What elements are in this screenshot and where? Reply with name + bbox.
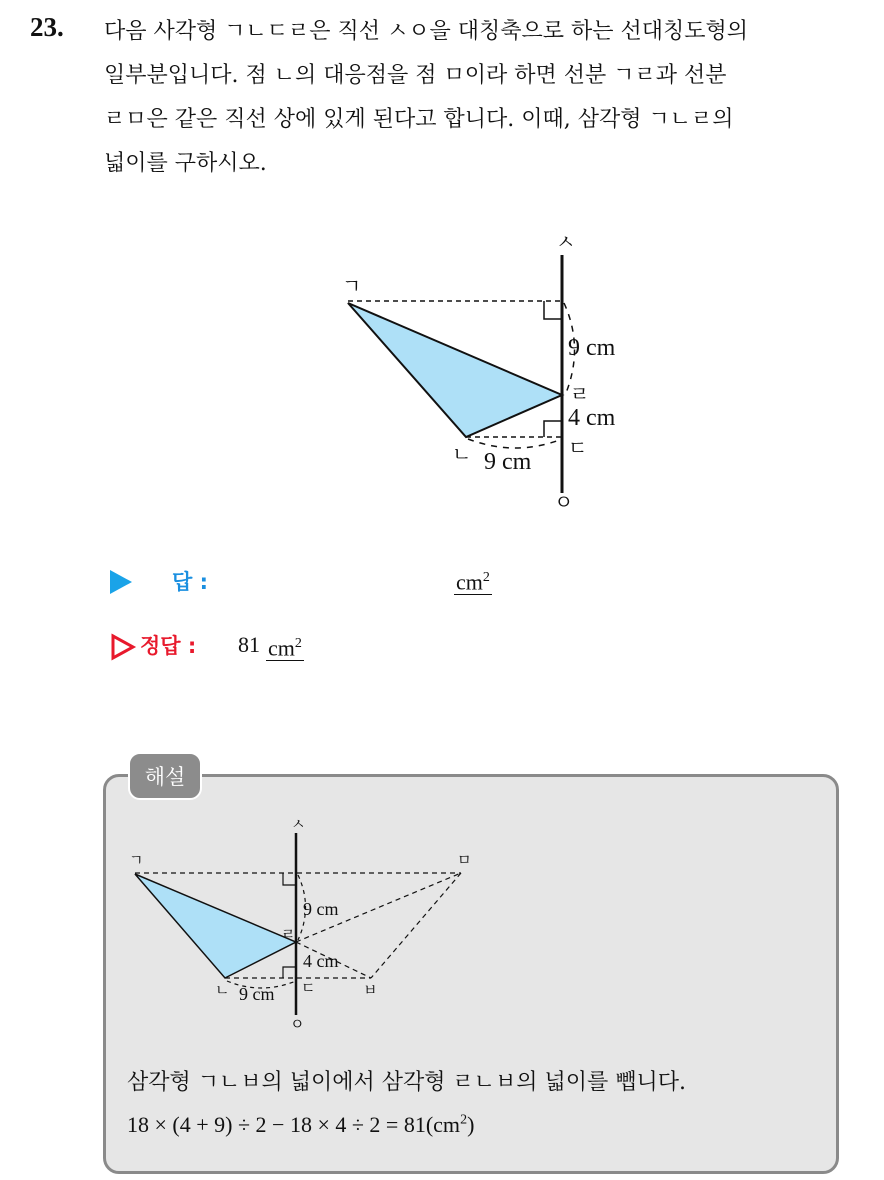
answer-unit[interactable]: $cm^2$ <box>454 566 492 595</box>
label-g: ㄱ <box>342 276 362 298</box>
right-angle-bottom <box>544 421 562 437</box>
question-figure <box>330 225 650 515</box>
correct-label: 정답 : <box>140 634 197 658</box>
explain-label-r: ㄹ <box>281 927 296 943</box>
answer-row <box>110 562 530 602</box>
question-line: 넓이를 구하시오. <box>104 151 267 176</box>
correct-value: 81 <box>238 632 260 657</box>
explain-label-o: ㅇ <box>290 1017 305 1033</box>
explanation-tag: 해설 <box>128 752 202 800</box>
label-s: ㅅ <box>556 232 576 254</box>
explain-dashed-mb <box>371 873 461 978</box>
explanation-formula: $18 \times (4 + 9) \div 2 - 18 \times 4 \div 2 = 81(cm^2)$ <box>127 1112 475 1138</box>
explanation-sentence: 삼각형 ㄱㄴㅂ의 넓이에서 삼각형 ㄹㄴㅂ의 넓이를 뺍니다. <box>127 1070 687 1095</box>
explain-label-m: ㅁ <box>457 853 472 869</box>
explain-length-top: 9 cm <box>303 899 339 919</box>
explain-length-bottom: 9 cm <box>239 984 275 1004</box>
right-angle-top <box>544 301 562 319</box>
explain-label-d: ㄷ <box>301 981 316 997</box>
label-d: ㄷ <box>568 438 588 460</box>
question-text <box>104 10 874 186</box>
label-n: ㄴ <box>452 444 472 466</box>
triangle-gnr <box>348 303 562 437</box>
question-number: 23. <box>30 12 64 42</box>
explain-right-angle-bottom <box>283 967 296 978</box>
label-r: ㄹ <box>570 384 590 406</box>
explanation-text <box>127 1064 686 1145</box>
explain-triangle-gnr <box>135 874 296 978</box>
question-line: 일부분입니다. 점 ㄴ의 대응점을 점 ㅁ이라 하면 선분 ㄱㄹ과 선분 <box>104 63 727 88</box>
answer-label: 답 : <box>172 570 208 594</box>
explain-label-n: ㄴ <box>215 983 230 999</box>
explain-length-mid: 4 cm <box>303 951 339 971</box>
answer-arrow-icon <box>110 570 132 594</box>
correct-unit: $cm^2$ <box>266 632 304 661</box>
explain-label-b: ㅂ <box>363 983 378 999</box>
length-top: 9 cm <box>568 335 616 361</box>
label-o: ㅇ <box>554 492 574 514</box>
length-bottom: 9 cm <box>484 449 532 475</box>
correct-answer-row <box>110 628 530 668</box>
question-line: 다음 사각형 ㄱㄴㄷㄹ은 직선 ㅅㅇ을 대칭축으로 하는 선대칭도형의 <box>104 19 749 44</box>
explanation-figure <box>125 815 485 1037</box>
brace-bottom <box>468 439 562 448</box>
explain-label-g: ㄱ <box>129 853 144 869</box>
outline-arrow-icon <box>110 634 136 660</box>
explain-right-angle-top <box>283 873 296 885</box>
explain-label-s: ㅅ <box>291 817 306 833</box>
length-mid: 4 cm <box>568 405 616 431</box>
question-line: ㄹㅁ은 같은 직선 상에 있게 된다고 합니다. 이때, 삼각형 ㄱㄴㄹ의 <box>104 107 734 132</box>
